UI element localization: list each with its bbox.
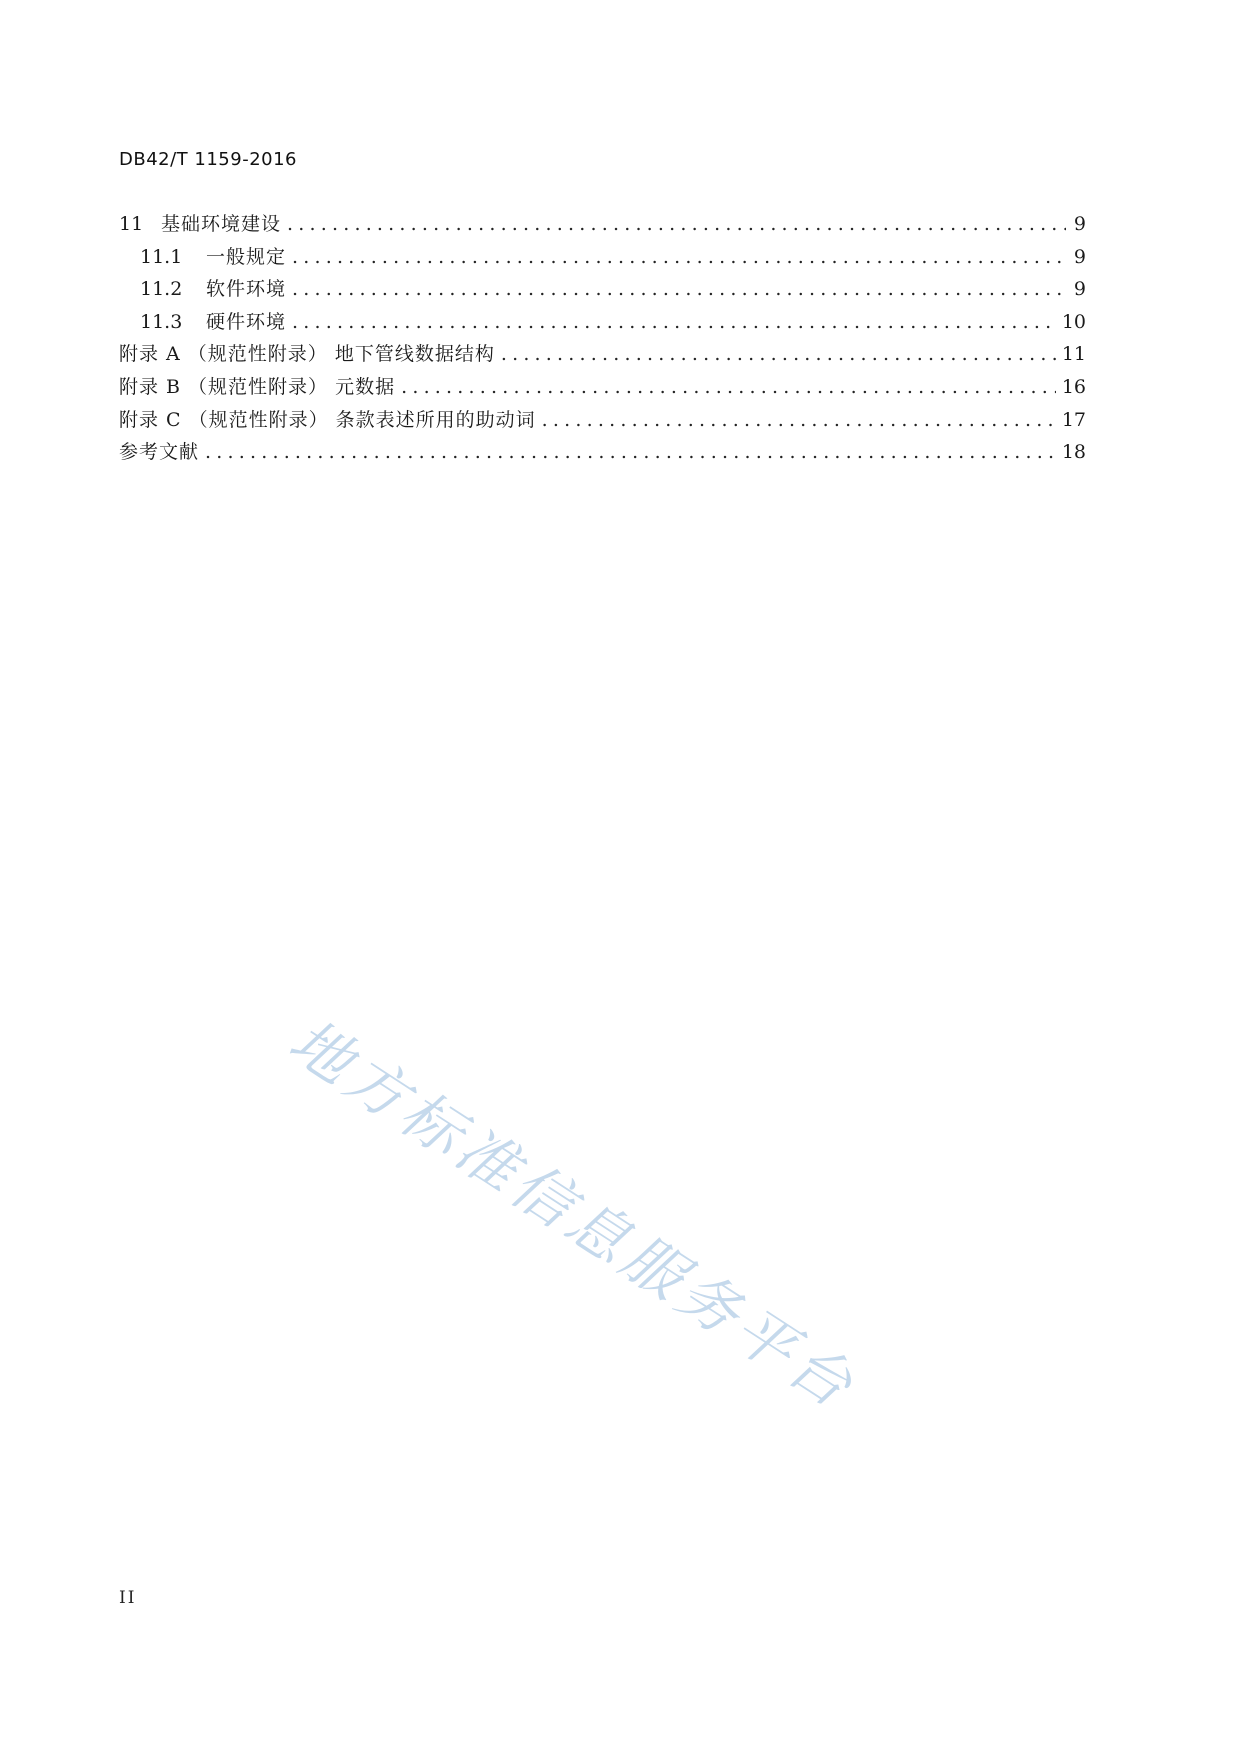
toc-entry-11-2[interactable] <box>119 276 1086 309</box>
toc-entry-page: 9 <box>1073 245 1086 268</box>
toc-entry-page: 9 <box>1073 213 1086 235</box>
toc-entry-page: 9 <box>1073 278 1086 301</box>
toc-entry-number: 11.1 <box>140 245 183 268</box>
toc-entry-number: 11.2 <box>140 278 183 301</box>
toc-entry-references[interactable] <box>119 439 1086 472</box>
toc-entry-11[interactable] <box>119 211 1086 244</box>
toc-entry-11-3[interactable] <box>119 309 1086 342</box>
toc-leader-dots <box>292 276 1066 302</box>
toc-entry-appendix-c[interactable] <box>119 407 1086 440</box>
toc-entry-appendix-a[interactable] <box>119 341 1086 374</box>
document-id: DB42/T 1159-2016 <box>119 149 298 170</box>
toc-entry-title: 附录 A （规范性附录） 地下管线数据结构 <box>119 343 495 366</box>
toc-entry-title: 附录 B （规范性附录） 元数据 <box>119 375 396 398</box>
toc-leader-dots <box>292 244 1066 270</box>
toc-leader-dots <box>542 407 1056 433</box>
toc-entry-page: 17 <box>1061 408 1086 431</box>
toc-leader-dots <box>501 341 1056 367</box>
toc-leader-dots <box>205 439 1056 465</box>
toc-entry-title: 硬件环境 <box>206 310 287 333</box>
toc-entry-title: 参考文献 <box>119 441 200 464</box>
toc-entry-page: 18 <box>1061 441 1086 464</box>
toc-leader-dots <box>401 374 1056 400</box>
toc-entry-title: 软件环境 <box>206 278 287 301</box>
toc-entry-page: 11 <box>1061 343 1086 366</box>
table-of-contents <box>119 211 1086 472</box>
toc-entry-page: 16 <box>1061 375 1086 398</box>
toc-entry-title: 基础环境建设 <box>161 213 282 235</box>
toc-leader-dots <box>292 309 1056 335</box>
toc-entry-number: 11.3 <box>140 310 183 333</box>
toc-entry-11-1[interactable] <box>119 244 1086 277</box>
watermark: 地方标准信息服务平台 <box>276 1005 869 1425</box>
toc-entry-appendix-b[interactable] <box>119 374 1086 407</box>
toc-entry-title: 附录 C （规范性附录） 条款表述所用的助动词 <box>119 408 536 431</box>
toc-leader-dots <box>287 211 1066 237</box>
page-number: II <box>119 1588 137 1608</box>
toc-entry-title: 一般规定 <box>206 245 287 268</box>
toc-entry-page: 10 <box>1061 310 1086 333</box>
toc-entry-number: 11 <box>119 213 144 235</box>
